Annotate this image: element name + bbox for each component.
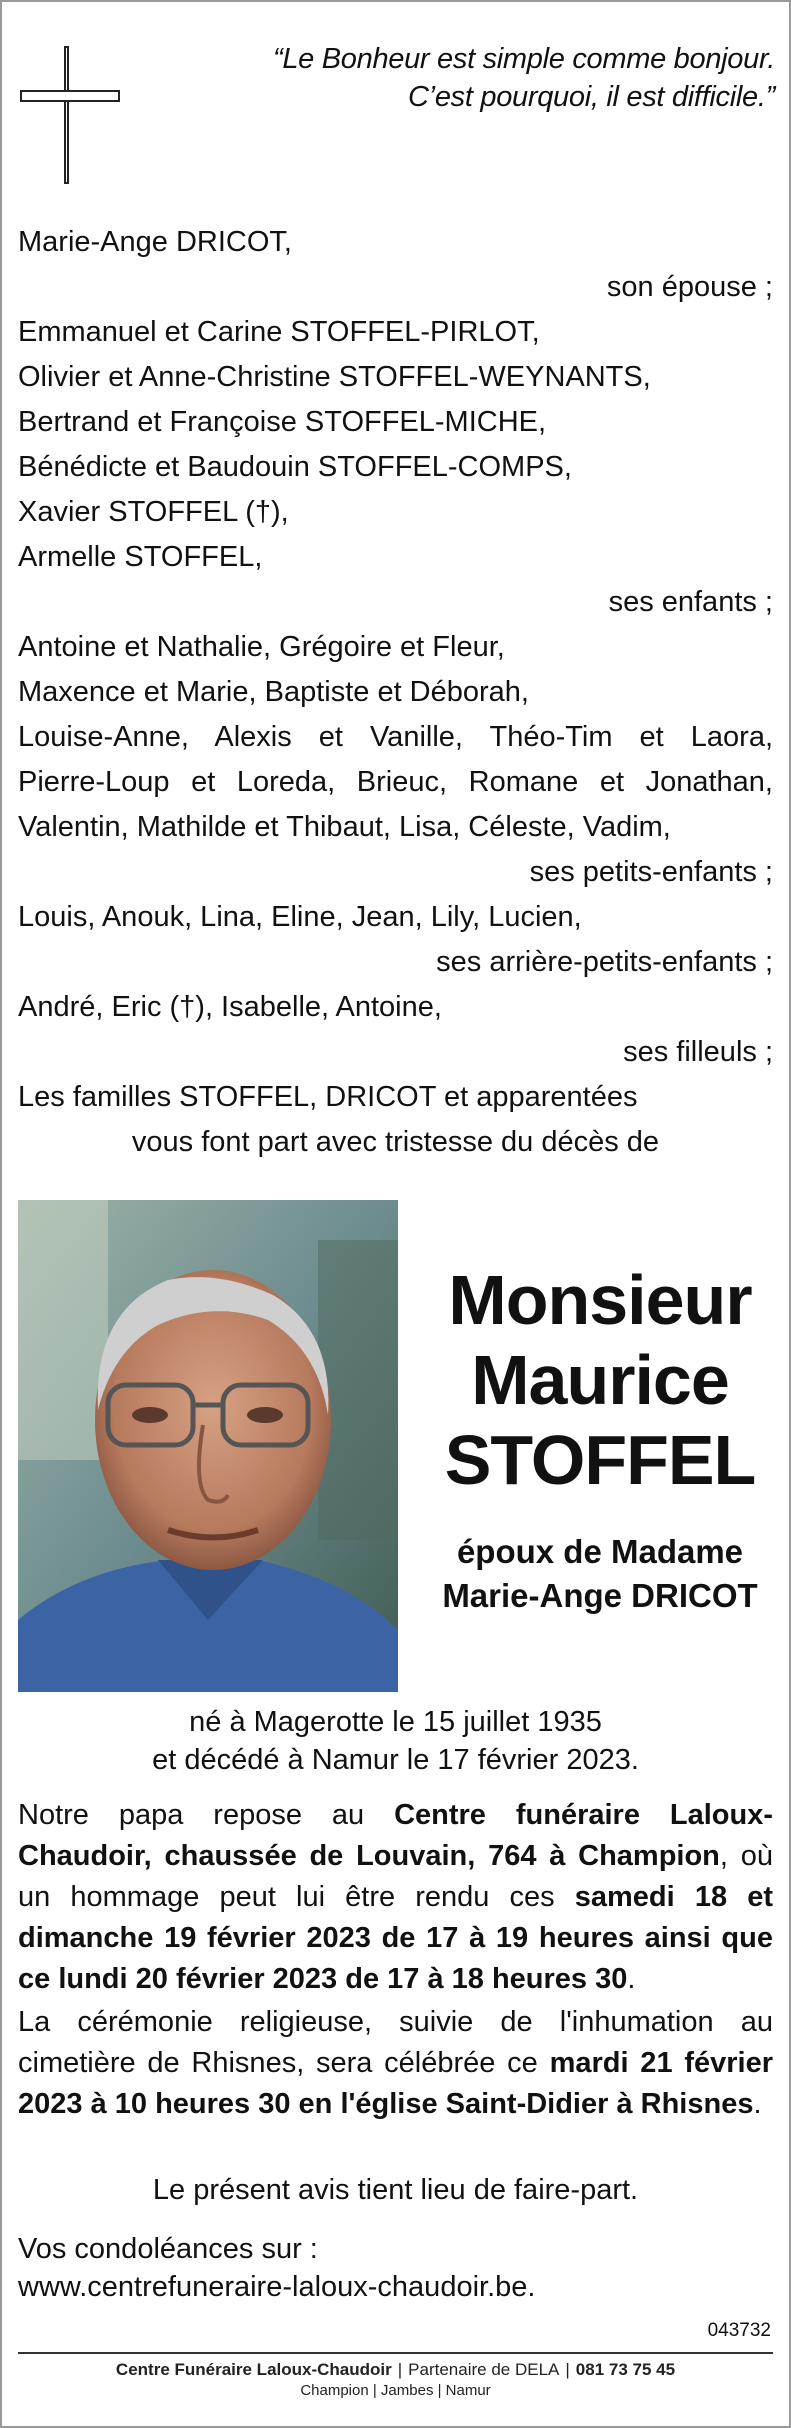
family-line: Armelle STOFFEL,: [18, 541, 263, 573]
life-dates: [18, 1703, 773, 1779]
rest-text-2: , où un hommage peut lui être rendu ces: [18, 1840, 773, 1913]
cross-icon: [20, 46, 120, 184]
quote-line-1: “Le Bonheur est simple comme bonjour.: [272, 43, 775, 75]
footer: Centre Funéraire Laloux-Chaudoir | Partenaire de DELA | 081 73 75 45 Champion | Jambes | Namur: [18, 2360, 773, 2399]
family-line: Marie-Ange DRICOT,: [18, 226, 292, 258]
visiting-hours: samedi 18 et dimanche 19 février 2023 de 17 à 19 heures ainsi que ce lundi 20 février 2023 de 17 à 18 heures 30: [18, 1881, 773, 1995]
family-line: Les familles STOFFEL, DRICOT et apparentées: [18, 1081, 638, 1113]
relation-label: son épouse ;: [606, 271, 773, 303]
footer-partner: Partenaire de DELA: [408, 2360, 560, 2379]
epigraph-quote: [155, 40, 775, 116]
birth-line: né à Magerotte le 15 juillet 1935: [189, 1706, 602, 1738]
family-line: Antoine et Nathalie, Grégoire et Fleur,: [18, 631, 505, 663]
family-line: Louis, Anouk, Lina, Eline, Jean, Lily, Lucien,: [18, 901, 582, 933]
footer-divider: [18, 2352, 773, 2354]
family-line: Valentin, Mathilde et Thibaut, Lisa, Céleste, Vadim,: [18, 811, 671, 843]
spouse-line-1: époux de Madame: [456, 1533, 744, 1570]
family-line: Xavier STOFFEL (†),: [18, 496, 289, 528]
portrait-image: [18, 1200, 398, 1692]
deceased-first-name: Maurice: [471, 1341, 729, 1419]
ceremony-text-2: .: [753, 2088, 762, 2120]
portrait-photo: [18, 1200, 398, 1692]
quote-line-2: C’est pourquoi, il est difficile.”: [408, 81, 775, 113]
relation-label: ses petits-enfants ;: [529, 856, 773, 888]
footer-phone: 081 73 75 45: [575, 2360, 676, 2379]
spouse-block: [420, 1530, 780, 1618]
deceased-last-name: STOFFEL: [444, 1421, 756, 1499]
notice-line: Le présent avis tient lieu de faire-part.: [152, 2174, 639, 2206]
deceased-name-block: [420, 1260, 780, 1500]
family-line: Bertrand et Françoise STOFFEL-MICHE,: [18, 406, 547, 438]
spouse-line-2: Marie-Ange DRICOT: [442, 1577, 758, 1614]
death-line: et décédé à Namur le 17 février 2023.: [152, 1744, 639, 1776]
family-line: André, Eric (†), Isabelle, Antoine,: [18, 991, 442, 1023]
deceased-title: Monsieur: [448, 1261, 752, 1339]
family-line: Olivier et Anne-Christine STOFFEL-WEYNANTS,: [18, 361, 651, 393]
family-line: vous font part avec tristesse du décès de: [131, 1126, 660, 1158]
rest-paragraph: [18, 1795, 773, 2000]
condolences-link[interactable]: www.centrefuneraire-laloux-chaudoir.be.: [18, 2271, 536, 2303]
family-list: [18, 220, 773, 1165]
family-line: Bénédicte et Baudouin STOFFEL-COMPS,: [18, 451, 572, 483]
rest-location: Centre funéraire Laloux-Chaudoir, chaussée de Louvain, 764 à Champion: [18, 1799, 774, 1872]
footer-locations: Champion | Jambes | Namur: [300, 2382, 491, 2399]
reference-number: 043732: [707, 2320, 771, 2341]
family-line: Maxence et Marie, Baptiste et Déborah,: [18, 676, 529, 708]
condolences-label: Vos condoléances sur :: [18, 2233, 318, 2265]
relation-label: ses arrière-petits-enfants ;: [436, 946, 773, 978]
family-line: Louise-Anne, Alexis et Vanille, Théo-Tim et Laora,: [18, 721, 773, 753]
rest-text-1: Notre papa repose au: [18, 1799, 395, 1831]
ceremony-text-1: La cérémonie religieuse, suivie de l'inhumation au cimetière de Rhisnes, sera célébrée ce: [18, 2006, 773, 2079]
rest-text-3: .: [627, 1963, 636, 1995]
family-line: Pierre-Loup et Loreda, Brieuc, Romane et Jonathan,: [18, 766, 773, 798]
footer-company: Centre Funéraire Laloux-Chaudoir: [115, 2360, 392, 2379]
ceremony-paragraph: [18, 2002, 773, 2125]
condolences-block: [18, 2230, 773, 2306]
family-line: Emmanuel et Carine STOFFEL-PIRLOT,: [18, 316, 540, 348]
relation-label: ses enfants ;: [608, 586, 773, 618]
relation-label: ses filleuls ;: [623, 1036, 773, 1068]
ceremony-details: mardi 21 février 2023 à 10 heures 30 en l'église Saint-Didier à Rhisnes: [18, 2047, 773, 2120]
